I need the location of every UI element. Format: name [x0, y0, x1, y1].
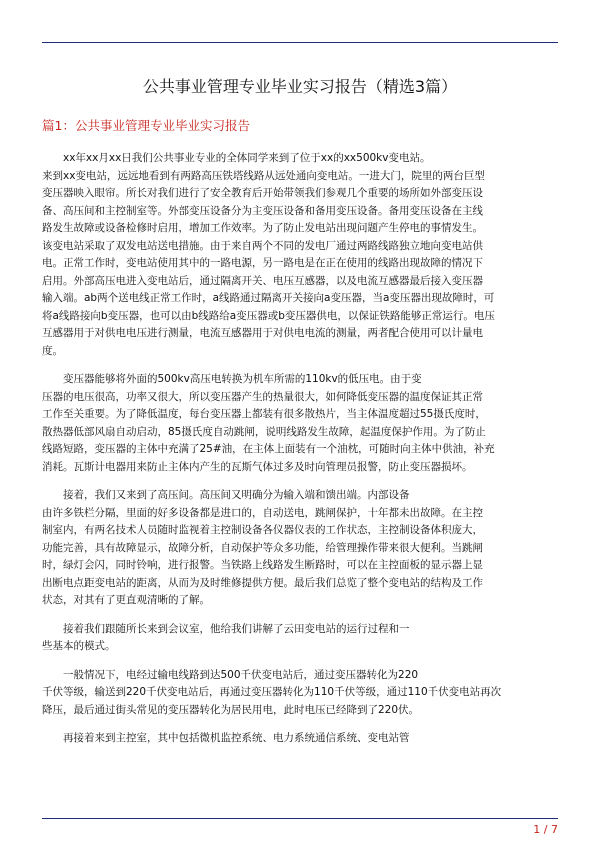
paragraph-line: 变压器映入眼帘。所长对我们进行了安全教育后开始带领我们参观几个重要的场所如外部变压设 — [42, 187, 483, 199]
paragraph-line: 接着，我们又来到了高压间。高压间又明确分为输入端和馈出端。内部设备 — [63, 489, 410, 501]
paragraph-line: 输入端。ab两个送电线正常工作时，a线路通过隔离开关接向a变压器，当a变压器出现故障时，可 — [42, 292, 495, 304]
paragraph — [42, 730, 560, 748]
paragraph-line: 度。 — [42, 344, 63, 357]
paragraph — [42, 487, 560, 610]
document-title: 公共事业管理专业毕业实习报告（精选3篇） — [142, 77, 458, 96]
paragraph-line: 该变电站采取了双发电站送电措施。由于来自两个不同的发电厂通过两路线路独立地向变电站供 — [42, 239, 483, 252]
paragraph-line: 电。正常工作时，变电站使用其中的一路电源，另一路电是在正在使用的线路出现故障的情况下 — [42, 257, 483, 269]
paragraph-line: 一般情况下，电经过输电线路到达500千伏变电站后，通过变压器转化为220 — [63, 668, 419, 681]
page-indicator: 1 / 7 — [533, 823, 558, 836]
paragraph-line: 工作至关重要。为了降低温度，每台变压器上都装有很多散热片，当主体温度超过55摄氏度时， — [42, 408, 486, 420]
paragraph-line: 消耗。瓦斯计电器用来防止主体内产生的瓦斯气体过多及时向管理员报警，防止变压器损坏。 — [42, 460, 473, 473]
paragraph-line: 散热器低部风扇自动启动，85摄氏度自动跳闸，说明线路发生故障，起温度保护作用。为了防止 — [42, 425, 486, 438]
paragraph-line: 将a线路接向b变压器，也可以由b线路给a变压器或b变压器供电，以保证铁路能够正常运行。电压 — [42, 309, 495, 322]
document-body — [42, 150, 560, 759]
paragraph-line: 状态，对其有了更直观清晰的了解。 — [42, 594, 210, 606]
paragraph-line: 制室内，有两名技术人员随时监视着主控制设备各仪器仪表的工作状态，主控制设备体积庞大， — [42, 524, 483, 536]
section-heading: 篇1：公共事业管理专业毕业实习报告 — [42, 118, 250, 133]
paragraph — [42, 667, 560, 720]
paragraph-line: 备、高压间和主控制室等。外部变压设备分为主变压设备和备用变压设备。备用变压设备在主线 — [42, 204, 483, 217]
top-rule — [42, 42, 558, 43]
paragraph-line: 互感器用于对供电电压进行测量，电流互感器用于对供电电流的测量，两者配合使用可以计量电 — [42, 327, 483, 339]
paragraph-line: 压器的电压很高，功率又很大，所以变压器产生的热量很大，如何降低变压器的温度保证其正常 — [42, 390, 483, 403]
paragraph-line: 由许多铁栏分隔，里面的好多设备都是进口的，自动送电，跳闸保护，十年都未出故障。在主控 — [42, 506, 483, 519]
paragraph-line: 降压，最后通过街头常见的变压器转化为居民用电，此时电压已经降到了220伏。 — [42, 703, 420, 716]
bottom-rule — [42, 818, 558, 819]
paragraph-line: 功能完善，具有故障显示，故障分析，自动保护等众多功能，给管理操作带来很大便利。当跳闸 — [42, 541, 483, 554]
paragraph-line: 出断电点距变电站的距离，从而为及时维修提供方便。最后我们总览了整个变电站的结构及工作 — [42, 576, 483, 589]
paragraph — [42, 621, 560, 656]
paragraph — [42, 371, 560, 476]
paragraph-line: xx年xx月xx日我们公共事业专业的全体同学来到了位于xx的xx500kv变电站。 — [63, 152, 431, 164]
paragraph-line: 来到xx变电站，远远地看到有两路高压铁塔线路从远处通向变电站。一进大门，院里的两台巨型 — [42, 169, 485, 182]
paragraph-line: 时，绿灯会闪，同时铃响，进行报警。当铁路上线路发生断路时，可以在主控面板的显示器上显 — [42, 559, 483, 571]
paragraph — [42, 150, 560, 360]
paragraph-line: 启用。外部高压电进入变电站后，通过隔离开关、电压互感器，以及电流互感器最后接入变压器 — [42, 274, 483, 287]
paragraph-line: 接着我们跟随所长来到会议室，他给我们讲解了云田变电站的运行过程和一 — [63, 622, 410, 635]
paragraph-line: 路发生故障或设备检修时启用，增加工作效率。为了防止发电站出现问题产生停电的事情发生。 — [42, 222, 483, 234]
paragraph-line: 些基本的模式。 — [42, 640, 116, 652]
paragraph-line: 再接着来到主控室，其中包括微机监控系统、电力系统通信系统、变电站管 — [63, 732, 410, 744]
paragraph-line: 千伏等级，输送到220千伏变电站后，再通过变压器转化为110千伏等级，通过110千伏变电站再次 — [42, 686, 502, 698]
paragraph-line: 变压器能够将外面的500kv高压电转换为机车所需的110kv的低压电。由于变 — [63, 373, 422, 385]
paragraph-line: 线路短路，变压器的主体中充满了25#油，在主体上面装有一个油枕，可随时向主体中供油，补充 — [42, 443, 495, 455]
